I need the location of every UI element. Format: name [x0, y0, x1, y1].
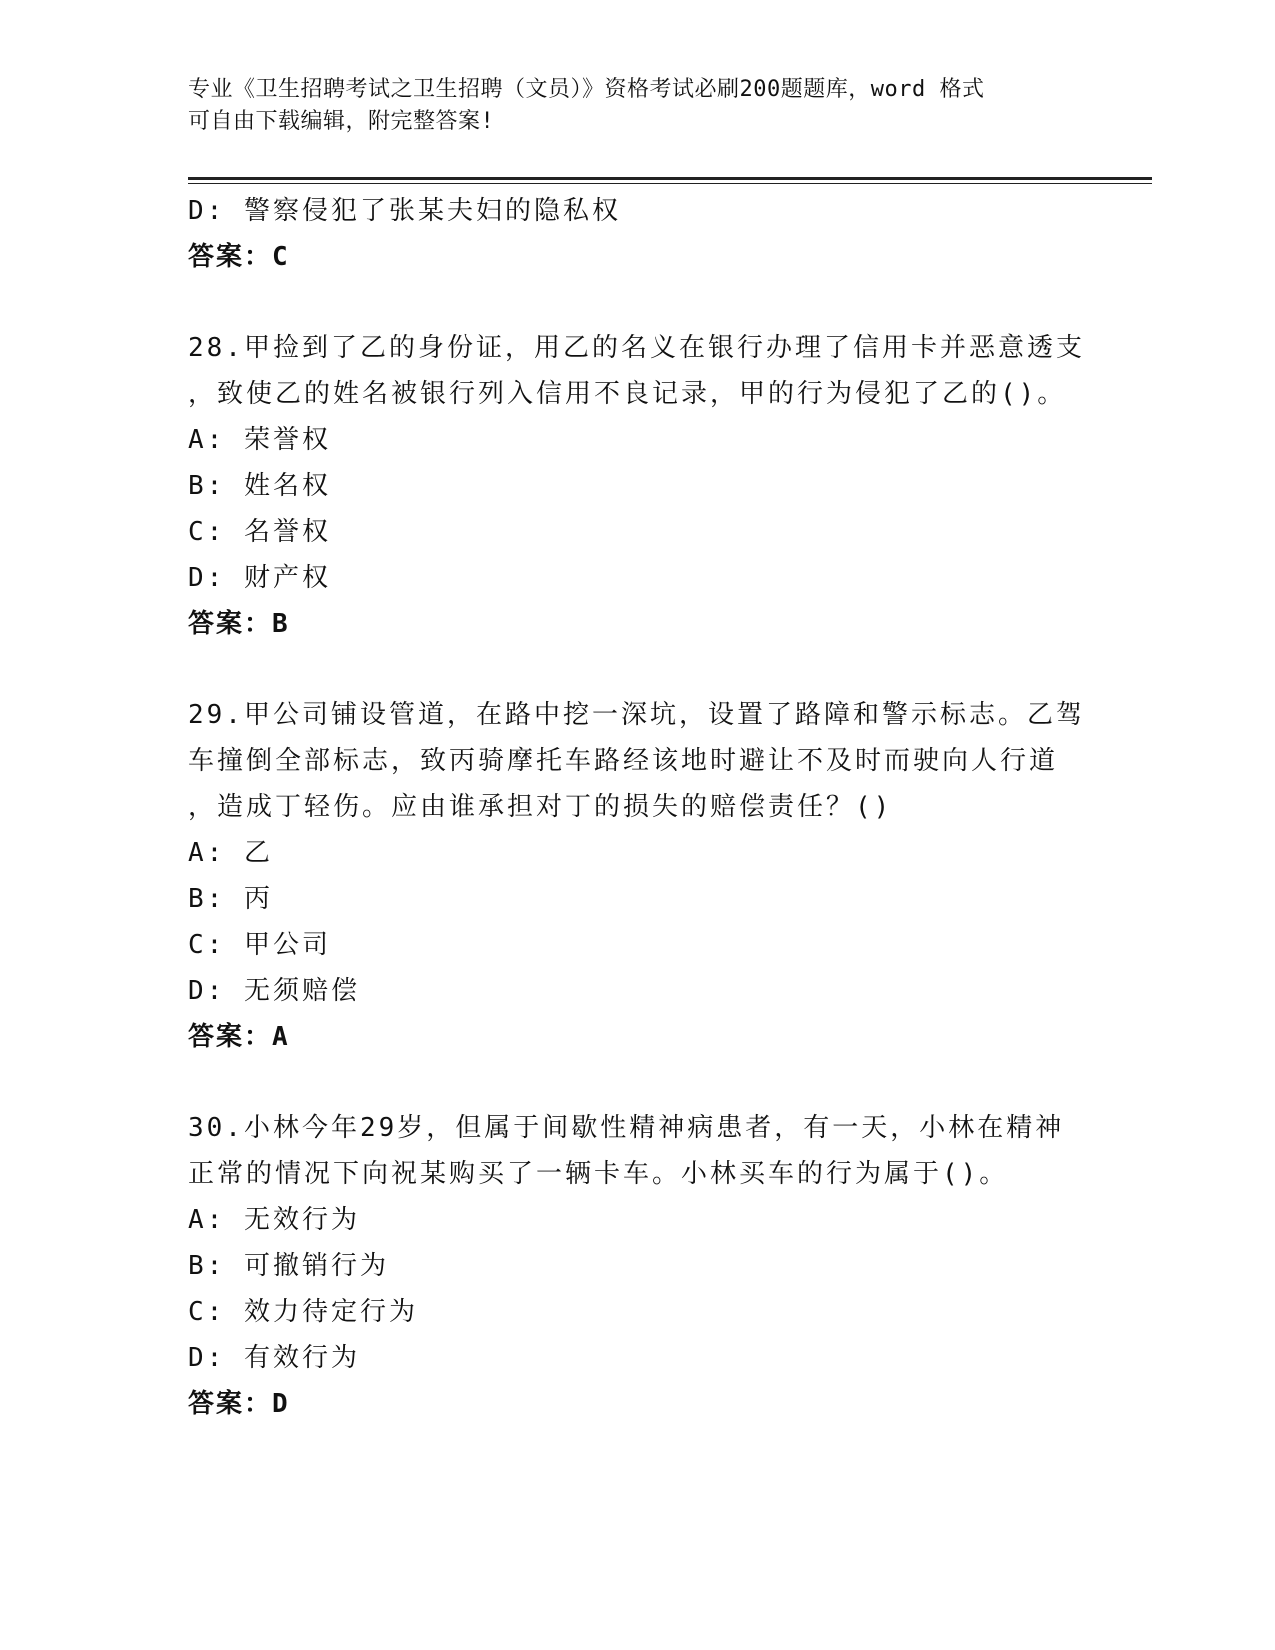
question-stem: ，致使乙的姓名被银行列入信用不良记录，甲的行为侵犯了乙的()。	[188, 379, 1067, 409]
answer: 答案：D	[188, 1389, 290, 1419]
option-a: A: 无效行为	[188, 1205, 360, 1235]
question-stem: 车撞倒全部标志，致丙骑摩托车路经该地时避让不及时而驶向人行道	[188, 746, 1059, 776]
header-divider-thin	[188, 183, 1152, 184]
header-line-1: 专业《卫生招聘考试之卫生招聘（文员）》资格考试必刷200题题库，word 格式	[188, 77, 985, 102]
answer: 答案：B	[188, 609, 290, 639]
answer: 答案：C	[188, 242, 290, 272]
question-stem: 28.甲捡到了乙的身份证，用乙的名义在银行办理了信用卡并恶意透支	[188, 333, 1085, 363]
option-d: D: 有效行为	[188, 1343, 360, 1373]
answer: 答案：A	[188, 1022, 290, 1052]
document-header	[188, 74, 1068, 138]
question-stem: 29.甲公司铺设管道，在路中挖一深坑，设置了路障和警示标志。乙驾	[188, 700, 1085, 730]
option-b: B: 姓名权	[188, 471, 331, 501]
option-c: C: 名誉权	[188, 517, 331, 547]
option-d: D: 警察侵犯了张某夫妇的隐私权	[188, 196, 621, 226]
question-list	[188, 188, 1088, 1427]
question-28	[188, 325, 1088, 647]
header-line-2: 可自由下载编辑，附完整答案!	[188, 109, 495, 134]
option-b: B: 可撤销行为	[188, 1251, 389, 1281]
option-d: D: 财产权	[188, 563, 331, 593]
header-divider	[188, 177, 1152, 180]
question-stem: 30.小林今年29岁，但属于间歇性精神病患者，有一天，小林在精神	[188, 1113, 1065, 1143]
option-c: C: 甲公司	[188, 930, 331, 960]
option-b: B: 丙	[188, 884, 273, 914]
option-d: D: 无须赔偿	[188, 976, 360, 1006]
question-stem: 正常的情况下向祝某购买了一辆卡车。小林买车的行为属于()。	[188, 1159, 1009, 1189]
question-stem: ，造成丁轻伤。应由谁承担对丁的损失的赔偿责任？()	[188, 792, 893, 822]
question-30	[188, 1105, 1088, 1427]
option-c: C: 效力待定行为	[188, 1297, 418, 1327]
question-29	[188, 692, 1088, 1060]
option-a: A: 荣誉权	[188, 425, 331, 455]
option-a: A: 乙	[188, 838, 273, 868]
